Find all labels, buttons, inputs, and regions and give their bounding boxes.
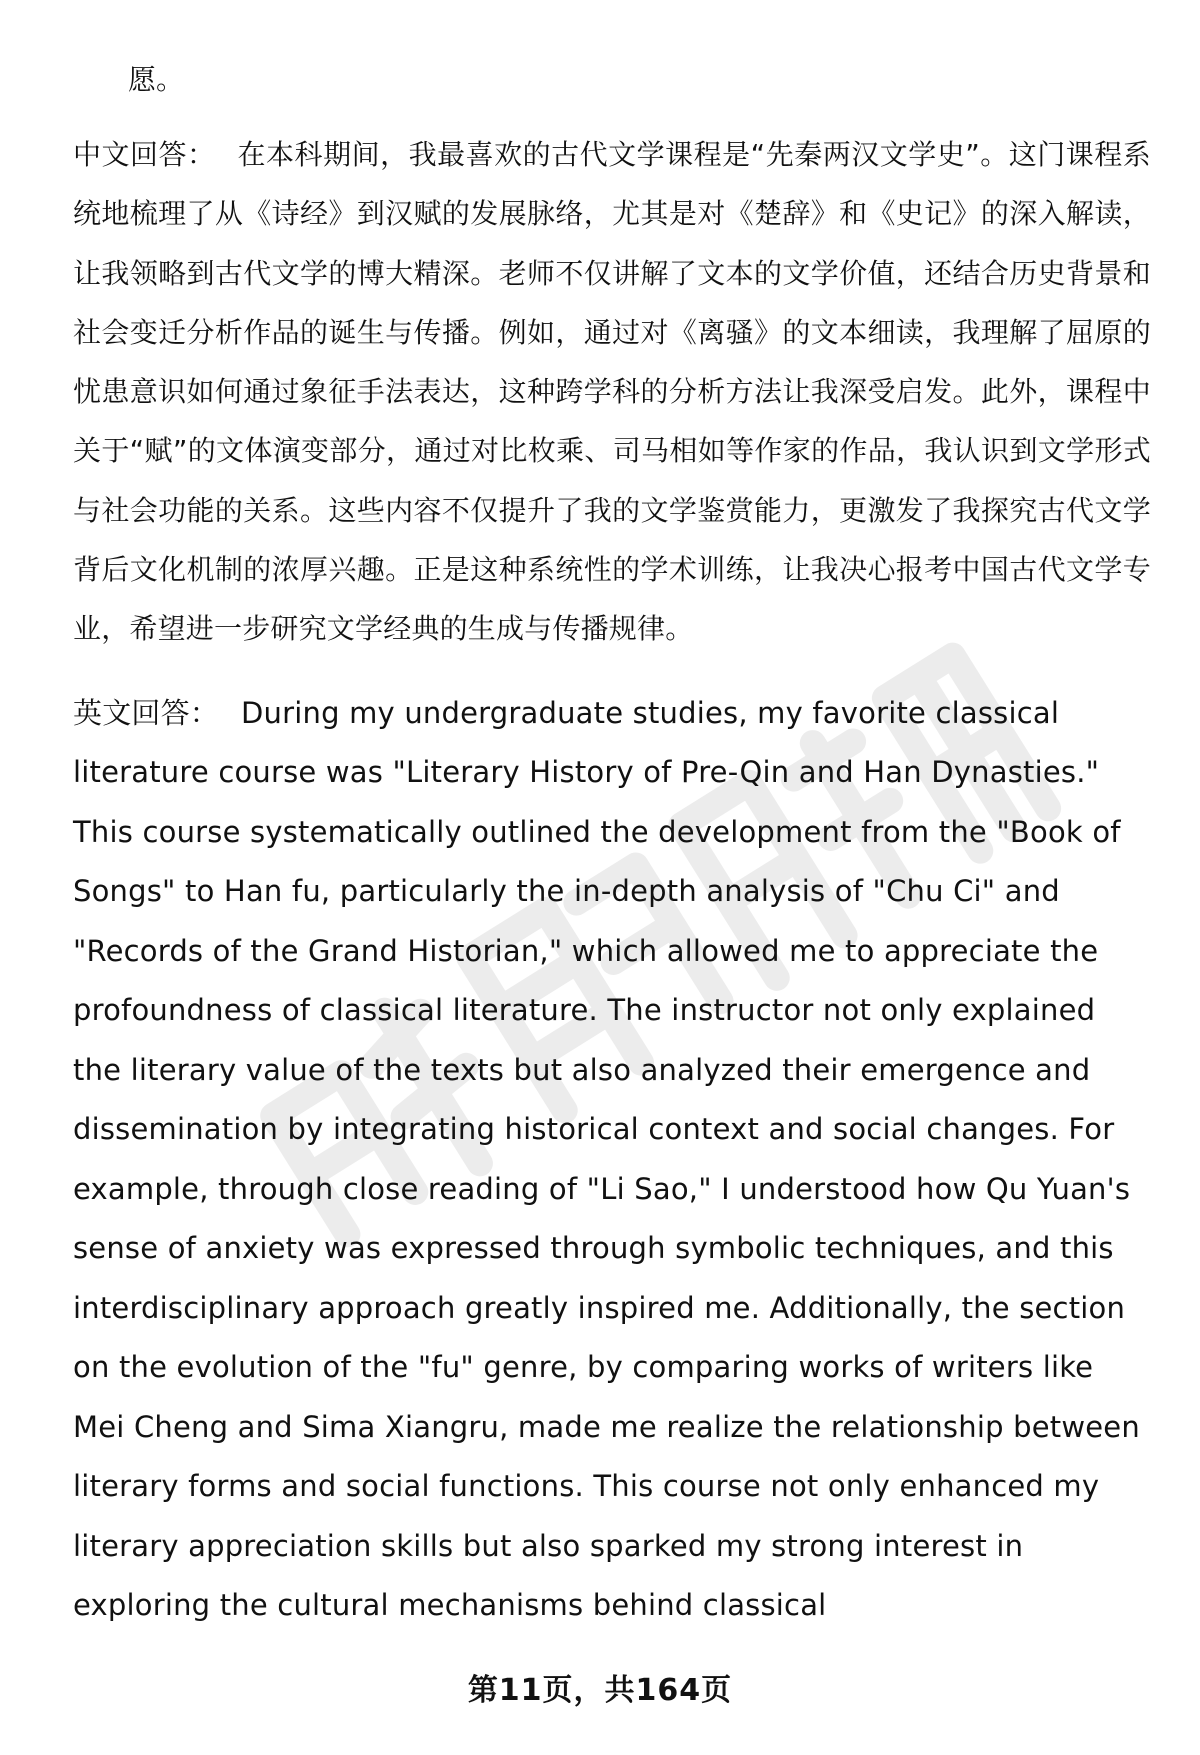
chinese-answer-paragraph: [73, 125, 1151, 659]
document-body: [73, 50, 1151, 1661]
chinese-answer-label: 中文回答：: [73, 138, 216, 171]
continuation-text: 愿。: [128, 63, 185, 96]
english-answer-text: During my undergraduate studies, my favorite classical literature course was "Literary History of Pre-Qin and Han Dynasties." This course systematically outlined the development from the "Book of Songs" to Han fu, particularly the in-depth analysis of "Chu Ci" and "Records of the Grand Historian," which allowed me to appreciate the profoundness of classical literature. The instructor not only explained the literary value of the texts but also analyzed their emergence and dissemination by integrating historical context and social changes. For example, through close reading of "Li Sao," I understood how Qu Yuan's sense of anxiety was expressed through symbolic techniques, and this interdisciplinary approach greatly inspired me. Additionally, the section on the evolution of the "fu" genre, by comparing works of writers like Mei Cheng and Sima Xiangru, made me realize the relationship between literary forms and social functions. This course not only enhanced my literary appreciation skills but also sparked my strong interest in exploring the cultural mechanisms behind classical: [73, 695, 1140, 1623]
chinese-answer-text: 在本科期间，我最喜欢的古代文学课程是“先秦两汉文学史”。这门课程系统地梳理了从《诗经》到汉赋的发展脉络，尤其是对《楚辞》和《史记》的深入解读，让我领略到古代文学的博大精深。老师不仅讲解了文本的文学价值，还结合历史背景和社会变迁分析作品的诞生与传播。例如，通过对《离骚》的文本细读，我理解了屈原的忧患意识如何通过象征手法表达，这种跨学科的分析方法让我深受启发。此外，课程中关于“赋”的文体演变部分，通过对比枚乘、司马相如等作家的作品，我认识到文学形式与社会功能的关系。这些内容不仅提升了我的文学鉴赏能力，更激发了我探究古代文学背后文化机制的浓厚兴趣。正是这种系统性的学术训练，让我决心报考中国古代文学专业，希望进一步研究文学经典的生成与传播规律。: [73, 138, 1151, 646]
english-answer-label: 英文回答：: [73, 695, 220, 730]
english-answer-paragraph: [73, 684, 1151, 1636]
page-footer: 第11页，共164页: [467, 1673, 733, 1708]
